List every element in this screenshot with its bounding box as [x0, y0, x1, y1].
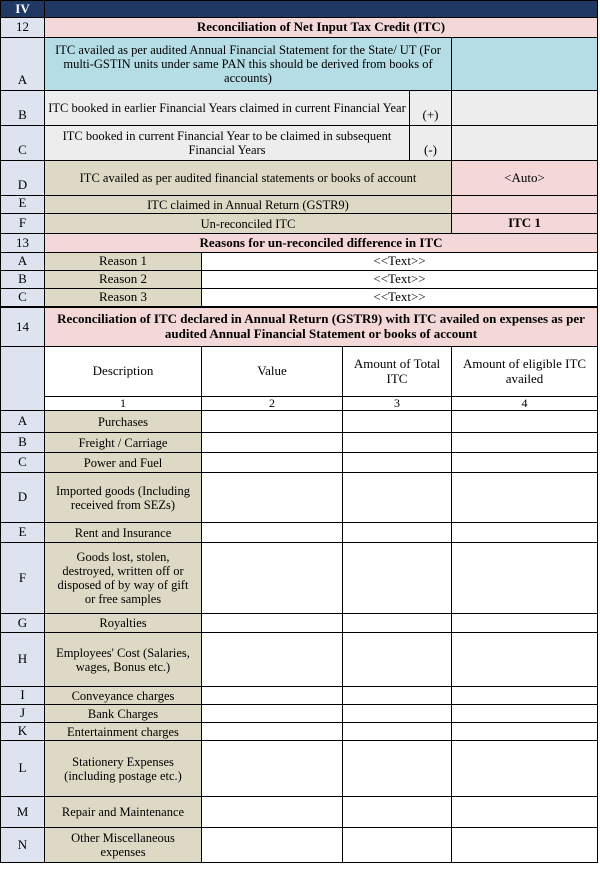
s14-row-total-itc[interactable]	[342, 686, 452, 705]
s14-col-number: 4	[451, 396, 598, 411]
s14-row-desc: Entertainment charges	[44, 722, 202, 741]
s14-row-eligible-itc[interactable]	[451, 410, 598, 433]
s12-row-value[interactable]	[451, 90, 598, 126]
s14-title: Reconciliation of ITC declared in Annual Return (GSTR9) with ITC availed on expenses as per audited Annual Financial Statement or books of account	[44, 307, 598, 347]
s14-number: 14	[0, 307, 45, 347]
s12-row-code: F	[0, 213, 45, 234]
s14-row-eligible-itc[interactable]	[451, 613, 598, 633]
s14-col-number: 1	[44, 396, 202, 411]
s14-row-code: A	[0, 410, 45, 433]
s14-row-total-itc[interactable]	[342, 542, 452, 614]
s14-row-eligible-itc[interactable]	[451, 704, 598, 723]
s14-row-code: K	[0, 722, 45, 741]
s14-row-total-itc[interactable]	[342, 432, 452, 453]
s14-row-desc: Employees' Cost (Salaries, wages, Bonus etc.)	[44, 632, 202, 687]
s12-row-code: A	[0, 37, 45, 91]
s13-row-code: A	[0, 252, 45, 271]
s13-row-code: B	[0, 270, 45, 289]
s12-row-value: ITC 1	[451, 213, 598, 234]
s14-row-code: M	[0, 796, 45, 828]
s14-row-value[interactable]	[201, 740, 343, 797]
s14-row-desc: Stationery Expenses (including postage etc.)	[44, 740, 202, 797]
s14-col-header: Amount of Total ITC	[342, 346, 452, 397]
s14-row-code: J	[0, 704, 45, 723]
s14-row-total-itc[interactable]	[342, 472, 452, 523]
s14-row-value[interactable]	[201, 796, 343, 828]
s14-row-eligible-itc[interactable]	[451, 722, 598, 741]
section-code: IV	[0, 0, 45, 18]
s14-row-eligible-itc[interactable]	[451, 452, 598, 473]
s13-row-label: Reason 3	[44, 288, 202, 307]
s14-row-desc: Other Miscellaneous expenses	[44, 827, 202, 863]
s12-row-label: ITC availed as per audited Annual Financial Statement for the State/ UT (For multi-GSTIN units under same PAN this should be derived from books of accounts)	[44, 37, 452, 91]
s14-row-eligible-itc[interactable]	[451, 796, 598, 828]
s14-row-value[interactable]	[201, 452, 343, 473]
s14-row-value[interactable]	[201, 542, 343, 614]
s14-row-code: C	[0, 452, 45, 473]
s14-row-desc: Power and Fuel	[44, 452, 202, 473]
s14-row-total-itc[interactable]	[342, 522, 452, 543]
s12-row-label: Un-reconciled ITC	[44, 213, 452, 234]
s12-row-label: ITC claimed in Annual Return (GSTR9)	[44, 195, 452, 214]
s14-row-code: N	[0, 827, 45, 863]
s13-number: 13	[0, 233, 45, 253]
s14-col-header: Amount of eligible ITC availed	[451, 346, 598, 397]
s14-row-desc: Freight / Carriage	[44, 432, 202, 453]
s14-row-total-itc[interactable]	[342, 827, 452, 863]
s12-row-label: ITC availed as per audited financial statements or books of account	[44, 160, 452, 196]
s14-row-value[interactable]	[201, 613, 343, 633]
s14-row-total-itc[interactable]	[342, 410, 452, 433]
s14-row-eligible-itc[interactable]	[451, 632, 598, 687]
s14-col-number: 3	[342, 396, 452, 411]
s12-row-code: E	[0, 195, 45, 214]
s12-title: Reconciliation of Net Input Tax Credit (ITC)	[44, 17, 598, 38]
s14-col-number: 2	[201, 396, 343, 411]
s12-row-value[interactable]	[451, 125, 598, 161]
s14-row-eligible-itc[interactable]	[451, 472, 598, 523]
s14-row-value[interactable]	[201, 632, 343, 687]
s13-row-value[interactable]: <<Text>>	[201, 288, 598, 307]
s12-row-code: D	[0, 160, 45, 196]
s13-row-code: C	[0, 288, 45, 307]
s14-row-total-itc[interactable]	[342, 613, 452, 633]
s14-row-desc: Rent and Insurance	[44, 522, 202, 543]
s12-row-value[interactable]	[451, 195, 598, 214]
s14-row-value[interactable]	[201, 432, 343, 453]
s12-row-label: ITC booked in earlier Financial Years claimed in current Financial Year	[44, 90, 410, 126]
s12-row-value[interactable]	[451, 37, 598, 91]
s14-header-code	[0, 346, 45, 411]
s14-row-total-itc[interactable]	[342, 722, 452, 741]
s14-row-desc: Bank Charges	[44, 704, 202, 723]
s12-row-code: B	[0, 90, 45, 126]
s14-row-total-itc[interactable]	[342, 740, 452, 797]
s14-row-eligible-itc[interactable]	[451, 542, 598, 614]
s14-row-desc: Goods lost, stolen, destroyed, written off or disposed of by way of gift or free samples	[44, 542, 202, 614]
s14-row-value[interactable]	[201, 410, 343, 433]
s12-row-code: C	[0, 125, 45, 161]
s14-row-total-itc[interactable]	[342, 796, 452, 828]
s13-title: Reasons for un-reconciled difference in ITC	[44, 233, 598, 253]
s13-row-value[interactable]: <<Text>>	[201, 270, 598, 289]
s12-number: 12	[0, 17, 45, 38]
s14-row-value[interactable]	[201, 522, 343, 543]
s14-row-desc: Repair and Maintenance	[44, 796, 202, 828]
s14-row-code: B	[0, 432, 45, 453]
s14-row-code: F	[0, 542, 45, 614]
s14-row-eligible-itc[interactable]	[451, 686, 598, 705]
s14-row-value[interactable]	[201, 722, 343, 741]
s14-row-eligible-itc[interactable]	[451, 432, 598, 453]
s14-col-header: Description	[44, 346, 202, 397]
s12-row-sign: (-)	[409, 125, 452, 161]
s12-row-value: <Auto>	[451, 160, 598, 196]
s14-row-eligible-itc[interactable]	[451, 740, 598, 797]
s14-row-desc: Imported goods (Including received from SEZs)	[44, 472, 202, 523]
s14-row-code: G	[0, 613, 45, 633]
s14-row-code: D	[0, 472, 45, 523]
s14-row-value[interactable]	[201, 827, 343, 863]
s14-row-code: I	[0, 686, 45, 705]
s14-row-total-itc[interactable]	[342, 632, 452, 687]
s14-row-value[interactable]	[201, 686, 343, 705]
s13-row-label: Reason 1	[44, 252, 202, 271]
s14-row-desc: Purchases	[44, 410, 202, 433]
s13-row-value[interactable]: <<Text>>	[201, 252, 598, 271]
s14-row-value[interactable]	[201, 704, 343, 723]
s14-col-header: Value	[201, 346, 343, 397]
s13-row-label: Reason 2	[44, 270, 202, 289]
s14-row-desc: Royalties	[44, 613, 202, 633]
s14-row-eligible-itc[interactable]	[451, 522, 598, 543]
s14-row-eligible-itc[interactable]	[451, 827, 598, 863]
s14-row-desc: Conveyance charges	[44, 686, 202, 705]
s12-row-sign: (+)	[409, 90, 452, 126]
s14-row-code: E	[0, 522, 45, 543]
s14-row-code: L	[0, 740, 45, 797]
section-banner	[44, 0, 598, 18]
s14-row-total-itc[interactable]	[342, 704, 452, 723]
s14-row-code: H	[0, 632, 45, 687]
s12-row-label: ITC booked in current Financial Year to be claimed in subsequent Financial Years	[44, 125, 410, 161]
s14-row-total-itc[interactable]	[342, 452, 452, 473]
s14-row-value[interactable]	[201, 472, 343, 523]
